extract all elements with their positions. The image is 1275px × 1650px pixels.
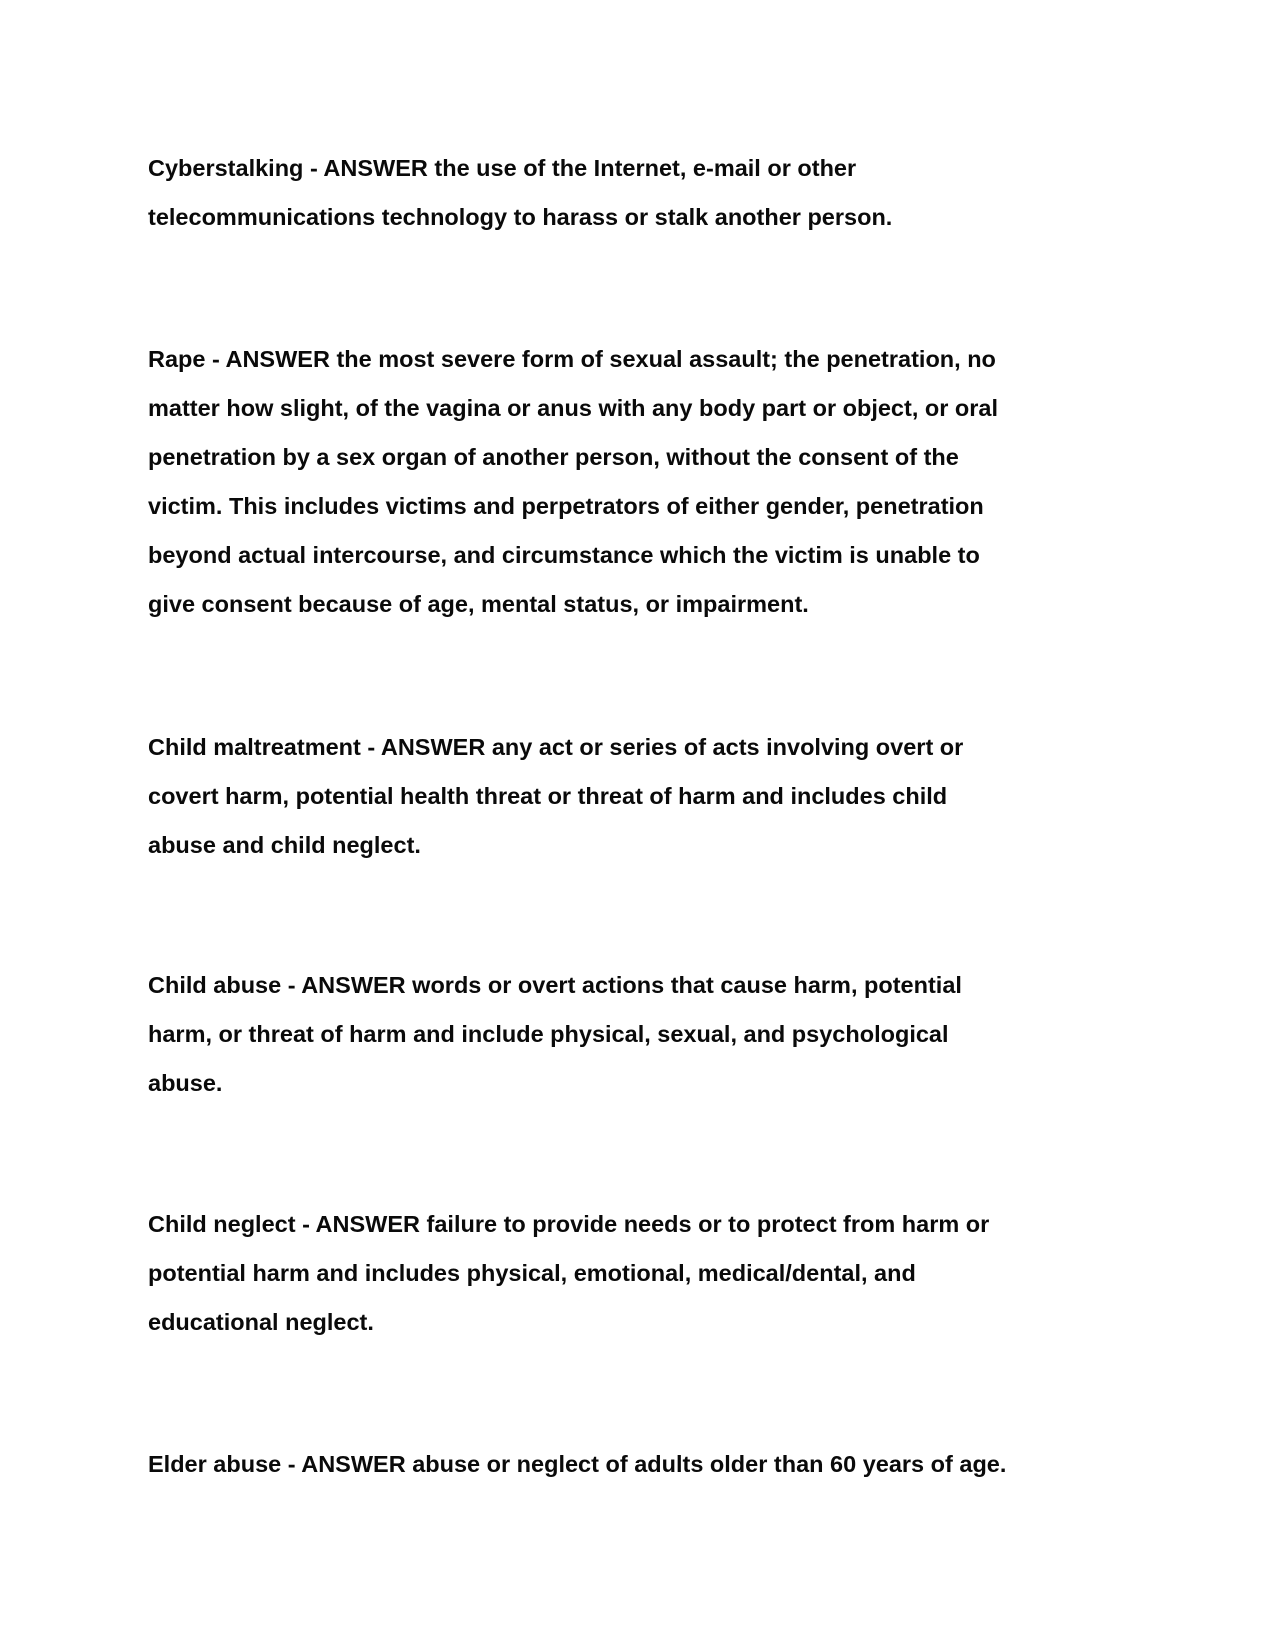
entry-line: Child neglect - ANSWER failure to provide needs or to protect from harm or	[148, 1211, 990, 1237]
entry-child-neglect	[148, 1200, 989, 1347]
entry-line: matter how slight, of the vagina or anus with any body part or object, or oral	[148, 395, 999, 421]
entry-line: give consent because of age, mental status, or impairment.	[148, 591, 809, 617]
entry-line: Cyberstalking - ANSWER the use of the Internet, e-mail or other	[148, 155, 857, 181]
entry-child-abuse	[148, 961, 962, 1108]
entry-line: Elder abuse - ANSWER abuse or neglect of adults older than 60 years of age.	[148, 1451, 1007, 1477]
entry-line: Child abuse - ANSWER words or overt actions that cause harm, potential	[148, 972, 962, 998]
entry-line: beyond actual intercourse, and circumstance which the victim is unable to	[148, 542, 980, 568]
entry-line: telecommunications technology to harass or stalk another person.	[148, 204, 893, 230]
entry-line: potential harm and includes physical, emotional, medical/dental, and	[148, 1260, 916, 1286]
entry-elder-abuse	[148, 1440, 1006, 1489]
entry-line: abuse and child neglect.	[148, 832, 421, 858]
entry-line: covert harm, potential health threat or threat of harm and includes child	[148, 783, 948, 809]
entry-line: abuse.	[148, 1070, 223, 1096]
entry-rape	[148, 335, 998, 629]
entry-line: victim. This includes victims and perpetrators of either gender, penetration	[148, 493, 984, 519]
entry-line: Rape - ANSWER the most severe form of sexual assault; the penetration, no	[148, 346, 996, 372]
entry-line: harm, or threat of harm and include physical, sexual, and psychological	[148, 1021, 949, 1047]
entry-line: educational neglect.	[148, 1309, 374, 1335]
entry-child-maltreatment	[148, 723, 963, 870]
entry-line: Child maltreatment - ANSWER any act or series of acts involving overt or	[148, 734, 964, 760]
entry-cyberstalking	[148, 144, 892, 242]
entry-line: penetration by a sex organ of another person, without the consent of the	[148, 444, 959, 470]
